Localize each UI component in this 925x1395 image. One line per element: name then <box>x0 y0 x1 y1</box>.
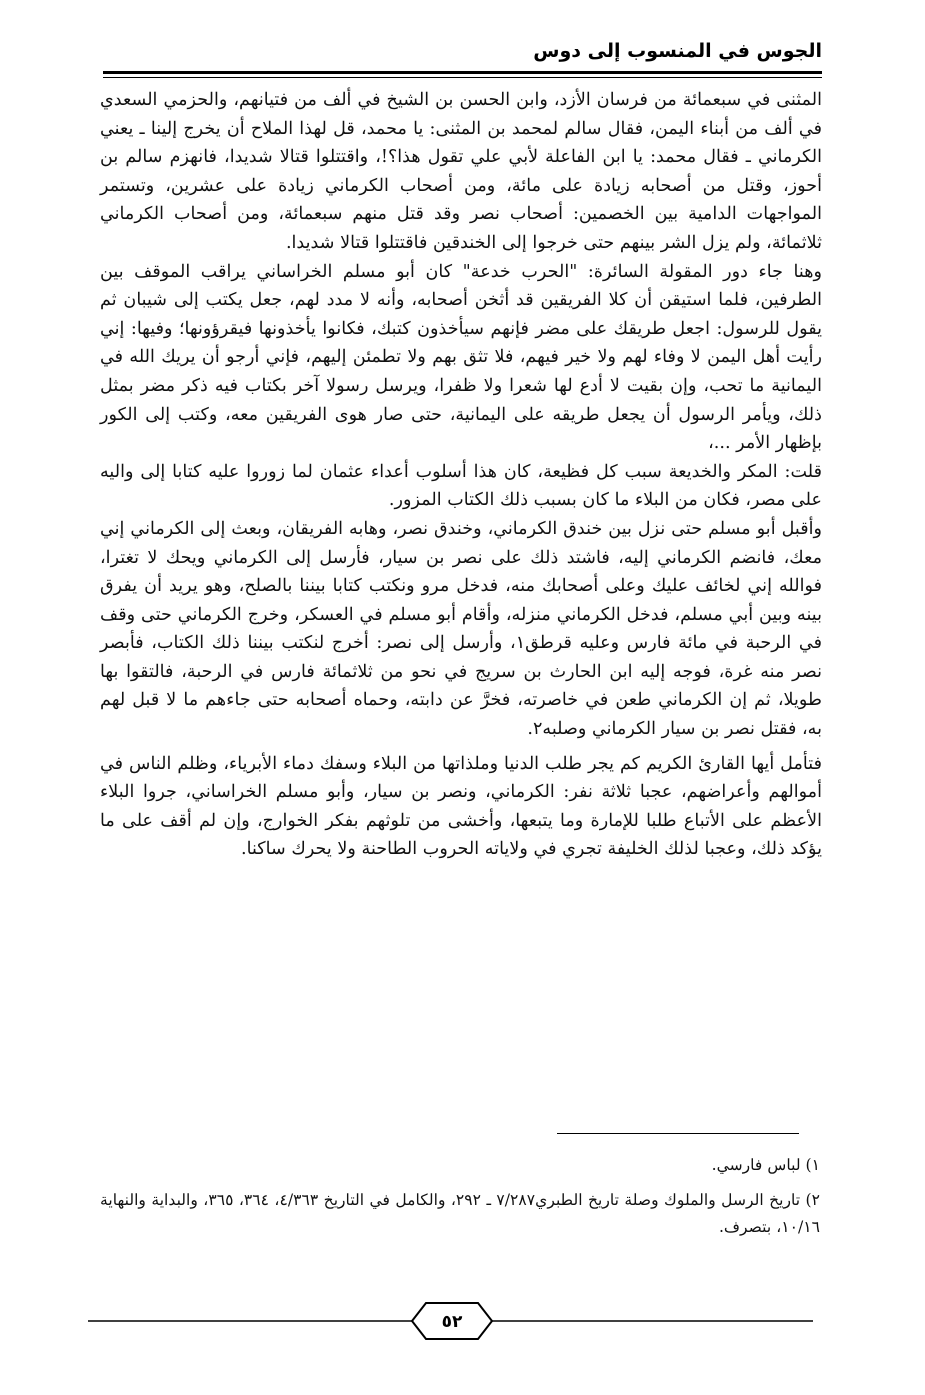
body-text <box>100 86 822 864</box>
paragraph: المثنى في سبعمائة من فرسان الأزد، وابن الحسن بن الشيخ في ألف من فتيانهم، والحزمي السعدي في ألف من أبناء اليمن، فقال سالم لمحمد بن المثنى: يا محمد، قل لهذا الملاح أن يخرج إلينا ـ يعني الكرماني ـ فقال محمد: يا ابن الفاعلة لأبي علي تقول هذا؟!، واقتتلوا قتالا شديدا، فانهزم سالم بن أحوز، وقتل من أصحابه زيادة على مائة، ومن أصحاب الكرماني زيادة على عشرين، وتستمر المواجهات الدامية بين الخصمين: أصحاب نصر وقد قتل منهم سبعمائة، ومن أصحاب الكرماني ثلاثمائة، ولم يزل الشر بينهم حتى خرجوا إلى الخندقين فاقتتلوا قتالا شديدا. <box>100 90 822 253</box>
paragraph: وأقبل أبو مسلم حتى نزل بين خندق الكرماني، وخندق نصر، وهابه الفريقان، وبعث إلى الكرماني إني معك، فانضم الكرماني إليه، فاشتد ذلك على نصر بن سيار، فأرسل إلى الكرماني ويحك لا تغترا، فوالله إني لخائف عليك وعلى أصحابك منه، فدخل مرو ونكتب كتابا بيننا بالصلح، وهو يريد أن يفرق بينه وبين أبي مسلم، فدخل الكرماني منزله، وأقام أبو مسلم في العسكر، وخرج الكرماني حتى وقف في الرحبة في مائة فارس وعليه قرطق١، وأرسل إلى نصر: أخرج لنكتب بيننا ذلك الكتاب، فأبصر نصر منه غرة، فوجه إليه ابن الحارث بن سريج في نحو من ثلاثمائة فارس في الرحبة، فالتقوا بها طويلا، ثم إن الكرماني طعن في خاصرته، فخرَّ عن دابته، وحماه أصحابه حتى جاءهم ما لا قبل لهم به، فقتل نصر بن سيار الكرماني وصلبه٢. <box>100 518 822 740</box>
running-header-title: الجوس في المنسوب إلى دوس <box>533 40 822 62</box>
page-number: ٥٢ <box>441 1312 463 1332</box>
paragraph: فتأمل أيها القارئ الكريم كم يجر طلب الدنيا وملذاتها من البلاء وسفك دماء الأبرياء، وظلم الناس في أموالهم وأعراضهم، عجبا ثلاثة نفر: الكرماني، ونصر بن سيار، وأبو مسلم الخراساني، جروا البلاء الأعظم على الأتباع طلبا للإمارة وما يتبعها، وأخشى من تلوثهم بفكر الخوارج، وإن لم أقف على ما يؤكد ذلك، وعجبا لذلك الخليفة تجري في ولاياته الحروب الطاحنة ولا يحرك ساكنا. <box>100 753 822 860</box>
paragraph: وهنا جاء دور المقولة السائرة: "الحرب خدعة" كان أبو مسلم الخراساني يراقب الموقف بين الطرفين، فلما استيقن أن كلا الفريقين قد أثخن أصحابه، وأنه لا مدد لهم، جعل يكتب إلى شيبان ثم يقول للرسول: اجعل طريقك على مضر فإنهم سيأخذون كتبك، فكانوا يأخذونها فيقرؤونها؛ وفيها: إني رأيت أهل اليمن لا وفاء لهم ولا خير فيهم، فلا تثق بهم ولا تطمئن إليهم، فإني أرجو أن يريك الله في اليمانية ما تحب، وإن بقيت لا أدع لها شعرا ولا ظفرا، ويرسل رسولا آخر بكتاب فيه ذكر مضر بمثل ذلك، ويأمر الرسول أن يجعل طريقه على اليمانية، حتى صار هوى الفريقين معه، وكتب إلى الكور بإظهار الأمر ...، <box>100 261 822 454</box>
footnote: ١) لباس فارسي. <box>711 1156 820 1174</box>
footnote-separator <box>557 1133 799 1134</box>
footnote: ٢) تاريخ الرسل والملوك وصلة تاريخ الطبري٧/٢٨٧ ـ ٢٩٢، والكامل في التاريخ ٤/٣٦٣، ٣٦٤، ٣٦٥، والبداية والنهاية ١٠/١٦، بتصرف. <box>100 1191 820 1236</box>
paragraph: قلت: المكر والخديعة سبب كل فظيعة، كان هذا أسلوب أعداء عثمان لما زوروا عليه كتابا إلى واليه على مصر، فكان من البلاء ما كان بسبب ذلك الكتاب المزور. <box>100 461 822 511</box>
header-rule-thin <box>103 77 822 78</box>
footnotes <box>100 1152 820 1249</box>
header-rule <box>103 71 822 74</box>
